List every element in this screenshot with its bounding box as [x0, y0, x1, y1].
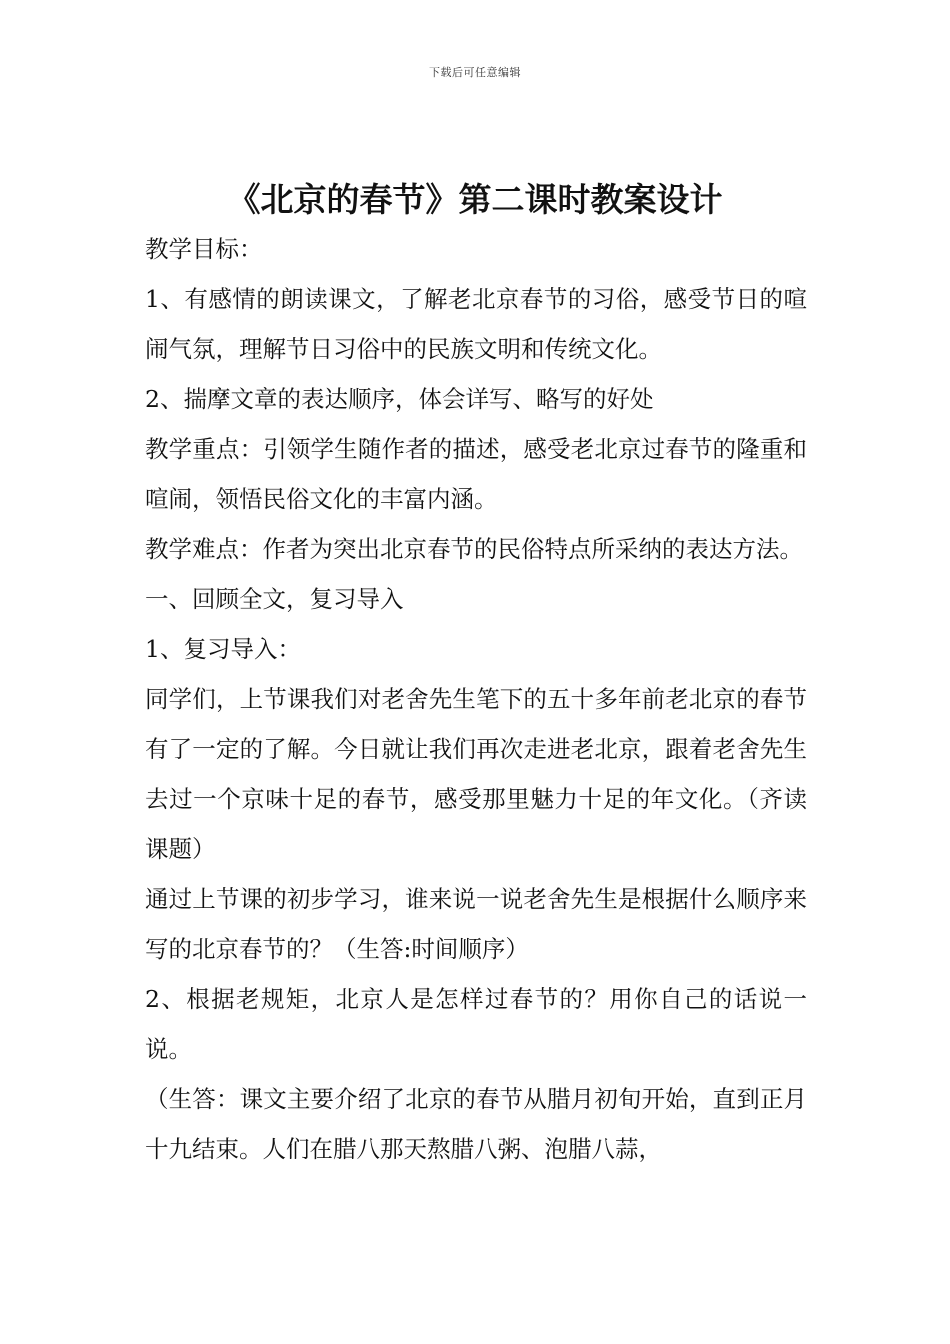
paragraph-goal-1: 1、有感情的朗读课文，了解老北京春节的习俗，感受节日的喧闹气氛，理解节日习俗中的民族文明和传统文化。 — [145, 285, 807, 363]
paragraph-question-order: 通过上节课的初步学习，谁来说一说老舍先生是根据什么顺序来写的北京春节的？（生答:时间顺序） — [145, 885, 807, 963]
page-header-note: 下载后可任意编辑 — [429, 66, 521, 79]
paragraph-key-points: 教学重点：引领学生随作者的描述，感受老北京过春节的隆重和喧闹，领悟民俗文化的丰富内涵。 — [145, 435, 807, 513]
paragraph-teaching-goals-heading: 教学目标： — [145, 235, 263, 263]
document-body — [145, 224, 807, 1174]
paragraph-student-answer: （生答：课文主要介绍了北京的春节从腊月初旬开始，直到正月十九结束。人们在腊八那天熬腊八粥、泡腊八蒜， — [145, 1085, 807, 1163]
paragraph-question-customs: 2、根据老规矩，北京人是怎样过春节的？用你自己的话说一说。 — [145, 985, 807, 1063]
paragraph-difficulties: 教学难点：作者为突出北京春节的民俗特点所采纳的表达方法。 — [145, 535, 803, 563]
paragraph-section-1-heading: 一、回顾全文，复习导入 — [145, 585, 404, 613]
paragraph-review-intro: 同学们，上节课我们对老舍先生笔下的五十多年前老北京的春节有了一定的了解。今日就让我们再次走进老北京，跟着老舍先生去过一个京味十足的春节，感受那里魅力十足的年文化。（齐读课题） — [145, 685, 807, 863]
paragraph-goal-2: 2、揣摩文章的表达顺序，体会详写、略写的好处 — [145, 385, 654, 413]
document-title: 《北京的春节》第二课时教案设计 — [227, 180, 723, 219]
paragraph-review-intro-heading: 1、复习导入： — [145, 635, 301, 663]
